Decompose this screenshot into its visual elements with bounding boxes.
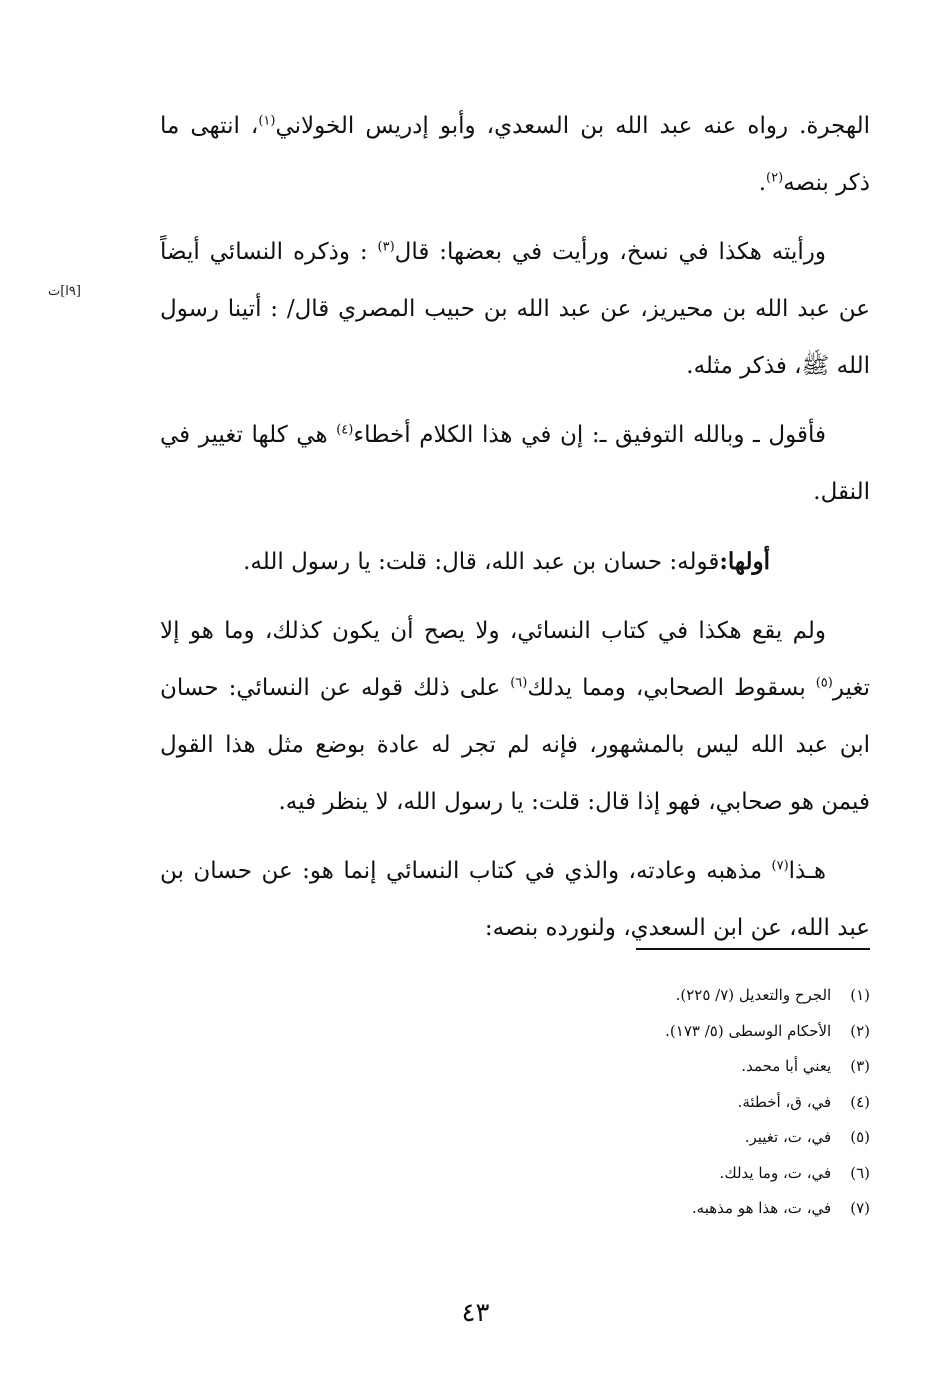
margin-manuscript-marker: [٩ا]ت (48, 284, 81, 299)
footnote-text: في، ت، تغيير. (744, 1128, 832, 1146)
footnote-item (470, 978, 870, 1014)
footnote-number: (٥) (850, 1128, 870, 1146)
paragraph-3 (160, 407, 870, 521)
footnote-text: في، ت، هذا هو مذهبه. (691, 1199, 832, 1217)
footnote-number: (٣) (850, 1057, 870, 1075)
text-segment: . (758, 170, 767, 196)
footnote-number: (٧) (850, 1199, 870, 1217)
footnote-ref-5[interactable]: (٥) (815, 675, 833, 691)
footnote-item (470, 1085, 870, 1121)
footnote-number: (١) (850, 986, 870, 1004)
footnote-text: في، ت، وما يدلك. (719, 1163, 832, 1182)
text-segment: على ذلك قوله عن النسائي: حسان ابن عبد الله ليس بالمشهور، فإنه لم تجر له عادة بوضع مثل هذا القول فيمن هو صحابي، فهو إذا قال: قلت: يا رسول الله، لا ينظر فيه. (160, 675, 870, 815)
footnote-ref-4[interactable]: (٤) (336, 422, 354, 438)
footnote-item (470, 1120, 870, 1156)
text-segment: ولم يقع هكذا في كتاب النسائي، ولا يصح أن يكون كذلك، وما هو إلا تغير (160, 618, 870, 701)
text-segment: الهجرة. رواه عنه عبد الله بن السعدي، وأبو إدريس الخولاني (275, 113, 870, 139)
footnote-item (470, 1191, 870, 1227)
paragraph-6 (160, 843, 870, 957)
text-segment: قوله: حسان بن عبد الله، قال: قلت: يا رسول الله. (243, 549, 720, 575)
footnote-text: الجرح والتعديل (٧/ ٢٢٥). (675, 986, 832, 1004)
footnote-text: يعني أبا محمد. (741, 1057, 832, 1075)
footnote-number: (٤) (850, 1092, 870, 1111)
text-segment: ، انتهى ما ذكر بنصه (160, 113, 870, 196)
footnote-ref-7[interactable]: (٧) (771, 858, 789, 874)
footnote-separator (636, 948, 870, 950)
footnote-number: (٦) (850, 1163, 870, 1182)
paragraph-5 (160, 603, 870, 831)
footnote-item (470, 1049, 870, 1085)
text-segment: هي كلها تغيير في النقل. (160, 422, 870, 505)
paragraph-4 (160, 533, 870, 591)
footnote-ref-2[interactable]: (٢) (766, 170, 784, 186)
text-segment: بسقوط الصحابي، ومما يدلك (527, 675, 816, 701)
text-segment: مذهبه وعادته، والذي في كتاب النسائي إنما هو: عن حسان بن عبد الله، عن ابن السعدي، ولنورده بنصه: (160, 858, 870, 941)
footnote-item (470, 1156, 870, 1192)
main-text (160, 98, 870, 969)
text-segment: : وذكره النسائي أيضاً عن عبد الله بن محيريز، عن عبد الله بن حبيب المصري قال/ : أتينا رسول الله ﷺ، فذكر مثله. (160, 239, 870, 379)
first-point-label: أولها: (719, 548, 770, 575)
footnote-ref-6[interactable]: (٦) (510, 675, 528, 691)
footnotes-list (470, 978, 870, 1227)
page-number: ٤٣ (461, 1298, 490, 1328)
footnote-item (470, 1014, 870, 1050)
text-segment: فأقول ـ وبالله التوفيق ـ: إن في هذا الكلام أخطاء (353, 422, 827, 448)
footnote-ref-3[interactable]: (٣) (377, 239, 395, 255)
footnote-ref-1[interactable]: (١) (258, 113, 276, 129)
footnote-number: (٢) (850, 1021, 870, 1040)
paragraph-2 (160, 224, 870, 395)
text-segment: هـذا (788, 858, 826, 884)
footnote-text: في، ق، أخطئة. (737, 1092, 832, 1111)
footnote-text: الأحكام الوسطى (٥/ ١٧٣). (665, 1021, 832, 1040)
text-segment: ورأيته هكذا في نسخ، ورأيت في بعضها: قال (394, 239, 826, 265)
paragraph-1 (160, 98, 870, 212)
